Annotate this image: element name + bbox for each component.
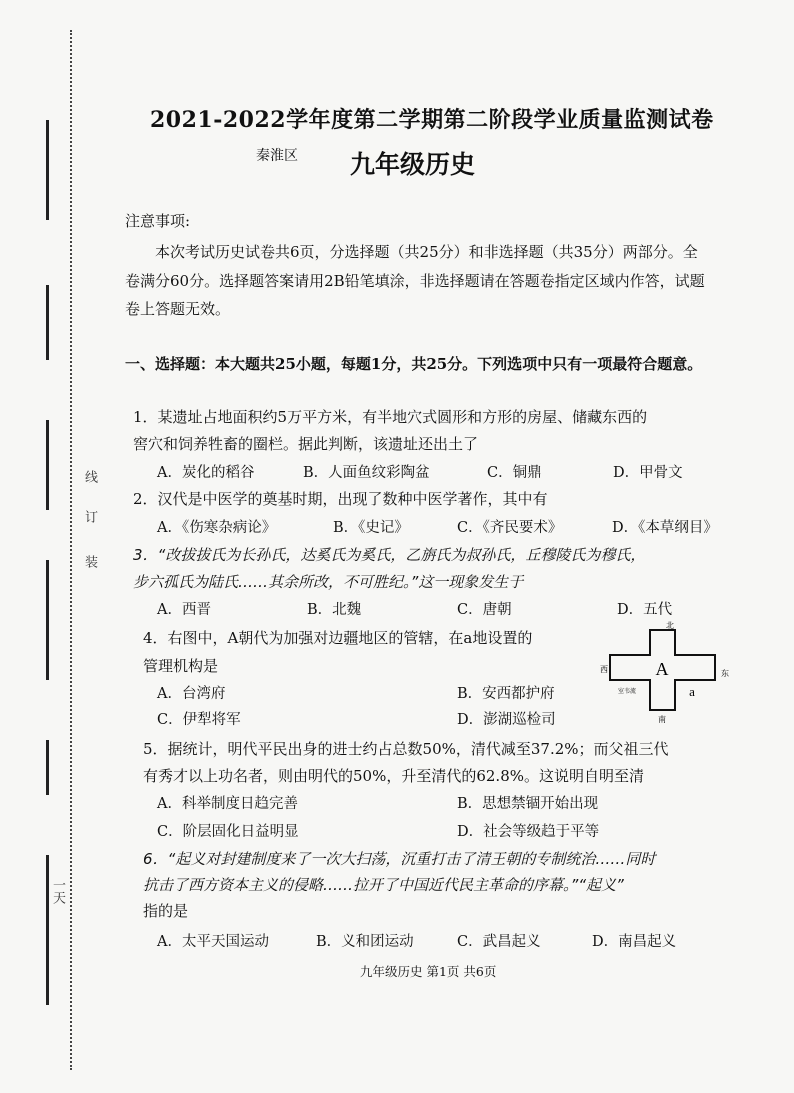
margin-mark [46, 560, 49, 680]
question-6-option[interactable]: B．义和团运动 [316, 934, 414, 950]
binding-char: 订 [82, 510, 97, 523]
question-4-line: 管理机构是 [143, 657, 219, 675]
district-label: 秦淮区 [256, 148, 298, 164]
question-4-option[interactable]: A．台湾府 [157, 686, 226, 702]
binding-char: 线 [82, 470, 97, 483]
margin-mark [46, 420, 49, 510]
exam-title: 2021-2022学年度第二学期第二阶段学业质量监测试卷 [150, 107, 714, 133]
section-heading: 一、选择题：本大题共25小题，每题1分，共25分。下列选项中只有一项最符合题意。 [125, 355, 703, 373]
question-1-option[interactable]: A．炭化的稻谷 [157, 465, 255, 481]
question-3-option[interactable]: A．西晋 [157, 602, 211, 618]
map-dynasty-A: A [655, 659, 669, 679]
question-3-line: 3．“改拔拔氏为长孙氏，达奚氏为奚氏，乙旃氏为叔孙氏，丘穆陵氏为穆氏， [133, 546, 646, 564]
question-5-option[interactable]: C．阶层固化日益明显 [157, 824, 299, 840]
question-6-option[interactable]: D．南昌起义 [592, 934, 677, 950]
question-2-option[interactable]: D．《本草纲目》 [612, 520, 718, 536]
map-region-a: a [689, 684, 695, 699]
question-4-option[interactable]: D．澎湖巡检司 [457, 712, 556, 728]
question-4-option[interactable]: C．伊犁将军 [157, 712, 241, 728]
question-1-line: 1．某遗址占地面积约5万平方米，有半地穴式圆形和方形的房屋、储藏东西的 [133, 408, 648, 426]
question-2-line: 2．汉代是中医学的奠基时期，出现了数种中医学著作，其中有 [133, 490, 548, 508]
subject-title: 九年级历史 [350, 150, 476, 179]
binding-char: 装 [82, 555, 97, 568]
binding-char: 一天 [50, 878, 65, 904]
question-6-option[interactable]: A．太平天国运动 [157, 934, 269, 950]
notice-body: 本次考试历史试卷共6页，分选择题（共25分）和非选择题（共35分）两部分。全卷满分60分。选择题答案请用2B铅笔填涂，非选择题请在答题卷指定区域内作答，试题卷上答题无效。 [125, 243, 705, 318]
question-3-option[interactable]: C．唐朝 [457, 602, 512, 618]
map-sw-label: 室韦流 [618, 688, 637, 695]
question-2-option[interactable]: C．《齐民要术》 [457, 520, 563, 536]
margin-mark [46, 740, 49, 795]
margin-mark [46, 120, 49, 220]
page-footer: 九年级历史 第1页 共6页 [360, 964, 497, 979]
question-1-option[interactable]: B．人面鱼纹彩陶盆 [303, 465, 430, 481]
question-2-option[interactable]: A．《伤寒杂病论》 [157, 520, 277, 536]
question-5-option[interactable]: B．思想禁锢开始出现 [457, 796, 599, 812]
map-north: 北 [666, 621, 674, 630]
margin-mark [46, 285, 49, 360]
question-1-option[interactable]: D．甲骨文 [613, 465, 683, 481]
question-3-line: 步六孤氏为陆氏……其余所改，不可胜纪。”这一现象发生于 [133, 573, 524, 591]
question-5-option[interactable]: A．科举制度日趋完善 [157, 796, 298, 812]
question-6-line: 指的是 [143, 902, 189, 920]
question-5-option[interactable]: D．社会等级趋于平等 [457, 824, 600, 840]
map-east: 东 [721, 669, 729, 678]
region-map [600, 620, 735, 725]
question-2-option[interactable]: B．《史记》 [333, 520, 409, 536]
question-1-option[interactable]: C．铜鼎 [487, 465, 542, 481]
notice-heading: 注意事项: [125, 212, 191, 230]
question-3-option[interactable]: D．五代 [617, 602, 673, 618]
question-5-line: 有秀才以上功名者，则由明代的50%，升至清代的62.8%。这说明自明至清 [143, 767, 644, 785]
question-5-line: 5．据统计，明代平民出身的进士约占总数50%，清代减至37.2%；而父祖三代 [143, 740, 669, 758]
question-3-option[interactable]: B．北魏 [307, 602, 362, 618]
question-6-option[interactable]: C．武昌起义 [457, 934, 541, 950]
binding-dotted-line [70, 30, 72, 1070]
question-4-line: 4．右图中，A朝代为加强对边疆地区的管辖，在a地设置的 [143, 629, 533, 647]
map-south: 南 [658, 715, 666, 724]
question-1-line: 窖穴和饲养牲畜的圈栏。据此判断，该遗址还出土了 [133, 435, 479, 453]
map-west: 西 [600, 665, 608, 674]
question-6-line: 抗击了西方资本主义的侵略……拉开了中国近代民主革命的序幕。”“起义” [143, 876, 624, 894]
question-6-line: 6．“起义对封建制度来了一次大扫荡，沉重打击了清王朝的专制统治……同时 [143, 850, 656, 868]
question-4-option[interactable]: B．安西都护府 [457, 686, 555, 702]
